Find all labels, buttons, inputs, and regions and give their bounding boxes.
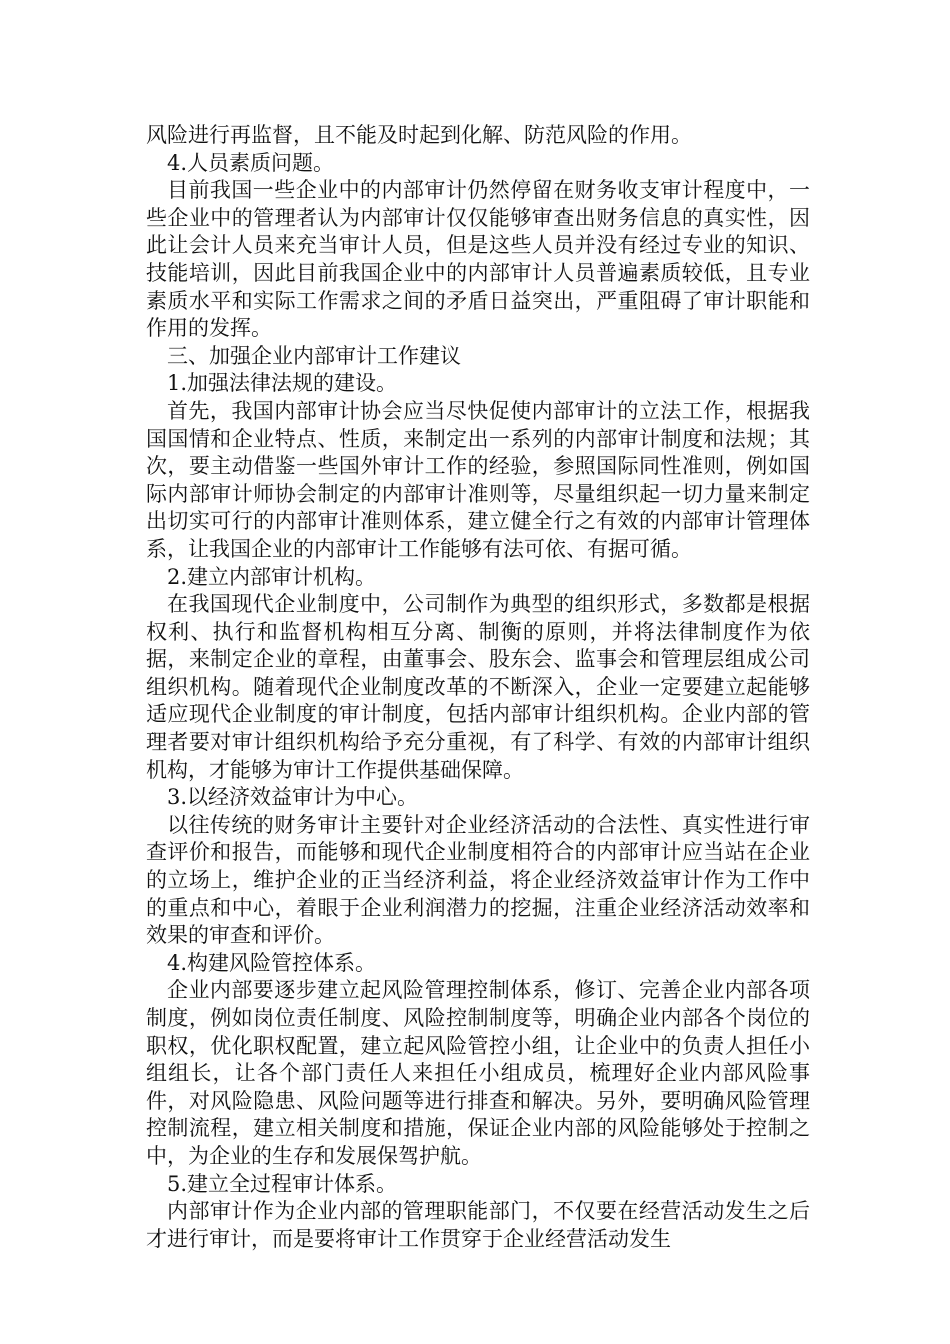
heading-economic-benefit: 3.以经济效益审计为中心。 [167, 785, 419, 810]
paragraph-continuation: 风险进行再监督，且不能及时起到化解、防范风险的作用。 [146, 123, 692, 147]
heading-audit-institution: 2.建立内部审计机构。 [167, 564, 377, 589]
paragraph-audit-institution: 在我国现代企业制度中，公司制作为典型的组织形式，多数都是根据权利、执行和监督机构相互分离、制衡的原则，并将法律制度作为依据，来制定企业的章程，由董事会、股东会、监事会和管理层组成公司组织机构。随着现代企业制度改革的不断深入，企业一定要建立起能够适应现代企业制度的审计制度，包括内部审计组织机构。企业内部的管理者要对审计组织机构给予充分重视，有了科学、有效的内部审计组织机构，才能够为审计工作提供基础保障。 [146, 592, 810, 782]
heading-personnel-quality: 4.人员素质问题。 [167, 150, 335, 175]
paragraph-risk-control: 企业内部要逐步建立起风险管理控制体系，修订、完善企业内部各项制度，例如岗位责任制度、风险控制制度等，明确企业内部各个岗位的职权，优化职权配置，建立起风险管控小组，让企业中的负责人担任小组组长，让各个部门责任人来担任小组成员，梳理好企业内部风险事件，对风险隐患、风险问题等进行排查和解决。另外，要明确风险管理控制流程，建立相关制度和措施，保证企业内部的风险能够处于控制之中，为企业的生存和发展保驾护航。 [146, 978, 810, 1168]
paragraph-full-process-audit: 内部审计作为企业内部的管理职能部门，不仅要在经营活动发生之后才进行审计，而是要将审计工作贯穿于企业经营活动发生 [146, 1199, 810, 1251]
heading-risk-control: 4.构建风险管控体系。 [167, 950, 377, 975]
paragraph-laws: 首先，我国内部审计协会应当尽快促使内部审计的立法工作，根据我国国情和企业特点、性质，来制定出一系列的内部审计制度和法规；其次，要主动借鉴一些国外审计工作的经验，参照国际同性准则，例如国际内部审计师协会制定的内部审计准则等，尽量组织起一切力量来制定出切实可行的内部审计准则体系，建立健全行之有效的内部审计管理体系，让我国企业的内部审计工作能够有法可依、有据可循。 [146, 398, 810, 561]
paragraph-personnel-quality: 目前我国一些企业中的内部审计仍然停留在财务收支审计程度中，一些企业中的管理者认为内部审计仅仅能够审查出财务信息的真实性，因此让会计人员来充当审计人员，但是这些人员并没有经过专业的知识、技能培训，因此目前我国企业中的内部审计人员普遍素质较低，且专业素质水平和实际工作需求之间的矛盾日益突出，严重阻碍了审计职能和作用的发挥。 [146, 178, 810, 341]
heading-laws: 1.加强法律法规的建设。 [167, 371, 398, 396]
heading-full-process-audit: 5.建立全过程审计体系。 [167, 1171, 398, 1196]
paragraph-economic-benefit: 以往传统的财务审计主要针对企业经济活动的合法性、真实性进行审查评价和报告，而能够和现代企业制度相符合的内部审计应当站在企业的立场上，维护企业的正当经济利益，将企业经济效益审计作为工作中的重点和中心，着眼于企业利润潜力的挖掘，注重企业经济活动效率和效果的审查和评价。 [146, 812, 810, 948]
section-heading-suggestions: 三、加强企业内部审计工作建议 [167, 343, 461, 368]
document-page [146, 122, 810, 1253]
